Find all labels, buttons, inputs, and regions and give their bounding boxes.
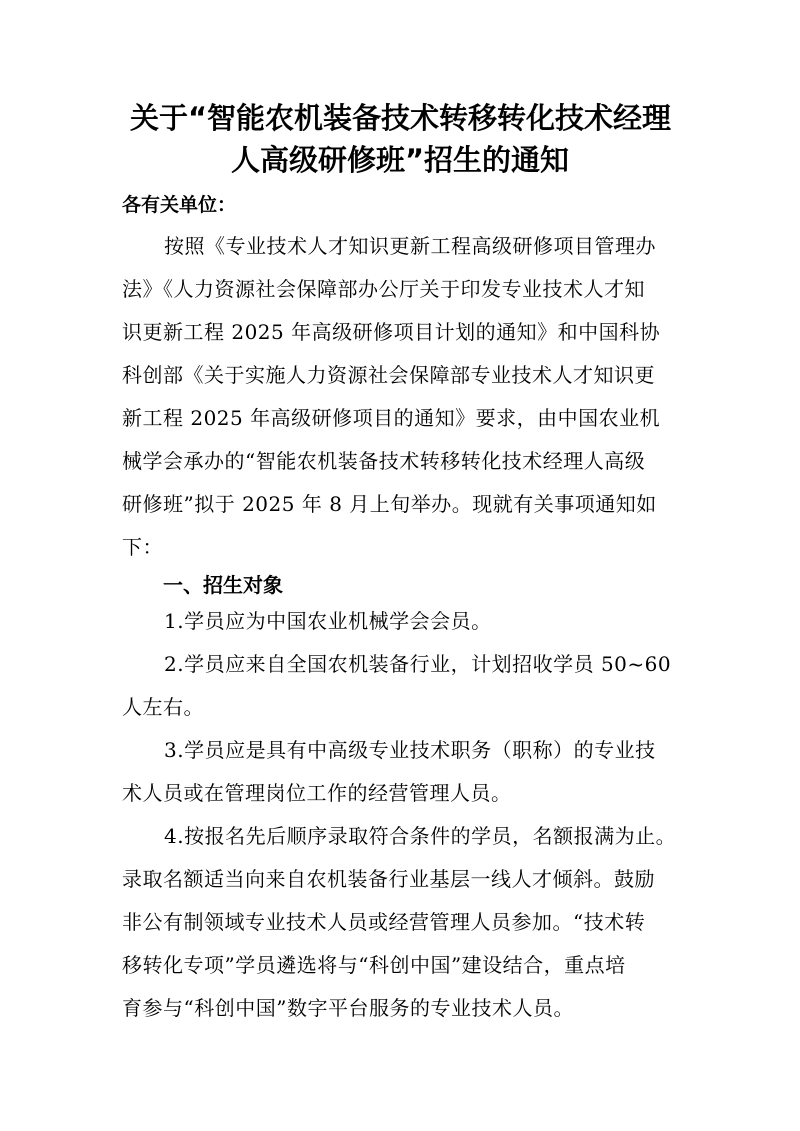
item-3-line-1: 3.学员应是具有中高级专业技术职务（职称）的专业技 [164,738,656,762]
item-4-line-1: 4.按报名先后顺序录取符合条件的学员，名额报满为止。 [164,824,677,848]
intro-line-7: 研修班”拟于 2025 年 8 月上旬举办。现就有关事项通知如 [122,492,657,516]
intro-line-5: 新工程 2025 年高级研修项目的通知》要求，由中国农业机 [122,406,661,430]
intro-line-1: 按照《专业技术人才知识更新工程高级研修项目管理办 [164,234,656,258]
intro-line-2: 法》《人力资源社会保障部办公厅关于印发专业技术人才知 [122,277,645,301]
document-title-line-2: 人高级研修班”招生的通知 [231,143,570,177]
item-1-line-1: 1.学员应为中国农业机械学会会员。 [164,609,492,633]
item-4-line-5: 育参与“科创中国”数字平台服务的专业技术人员。 [122,996,574,1020]
intro-line-8: 下： [122,535,163,559]
item-2-line-2: 人左右。 [122,695,204,719]
intro-line-3: 识更新工程 2025 年高级研修项目计划的通知》和中国科协 [122,320,661,344]
item-4-line-4: 移转化专项”学员遴选将与“科创中国”建设结合，重点培 [122,953,626,977]
item-2-line-1: 2.学员应来自全国农机装备行业，计划招收学员 50~60 [164,652,672,676]
document-title-line-1: 关于“智能农机装备技术转移转化技术经理 [130,101,672,135]
item-4-line-2: 录取名额适当向来自农机装备行业基层一线人才倾斜。鼓励 [122,867,655,891]
salutation: 各有关单位： [122,194,237,216]
item-3-line-2: 术人员或在管理岗位工作的经营管理人员。 [122,781,512,805]
section-heading-recruitment-targets: 一、招生对象 [163,573,283,597]
intro-line-6: 械学会承办的“智能农机装备技术转移转化技术经理人高级 [122,449,646,473]
intro-line-4: 科创部《关于实施人力资源社会保障部专业技术人才知识更 [122,363,655,387]
item-4-line-3: 非公有制领域专业技术人员或经营管理人员参加。“技术转 [122,910,646,934]
